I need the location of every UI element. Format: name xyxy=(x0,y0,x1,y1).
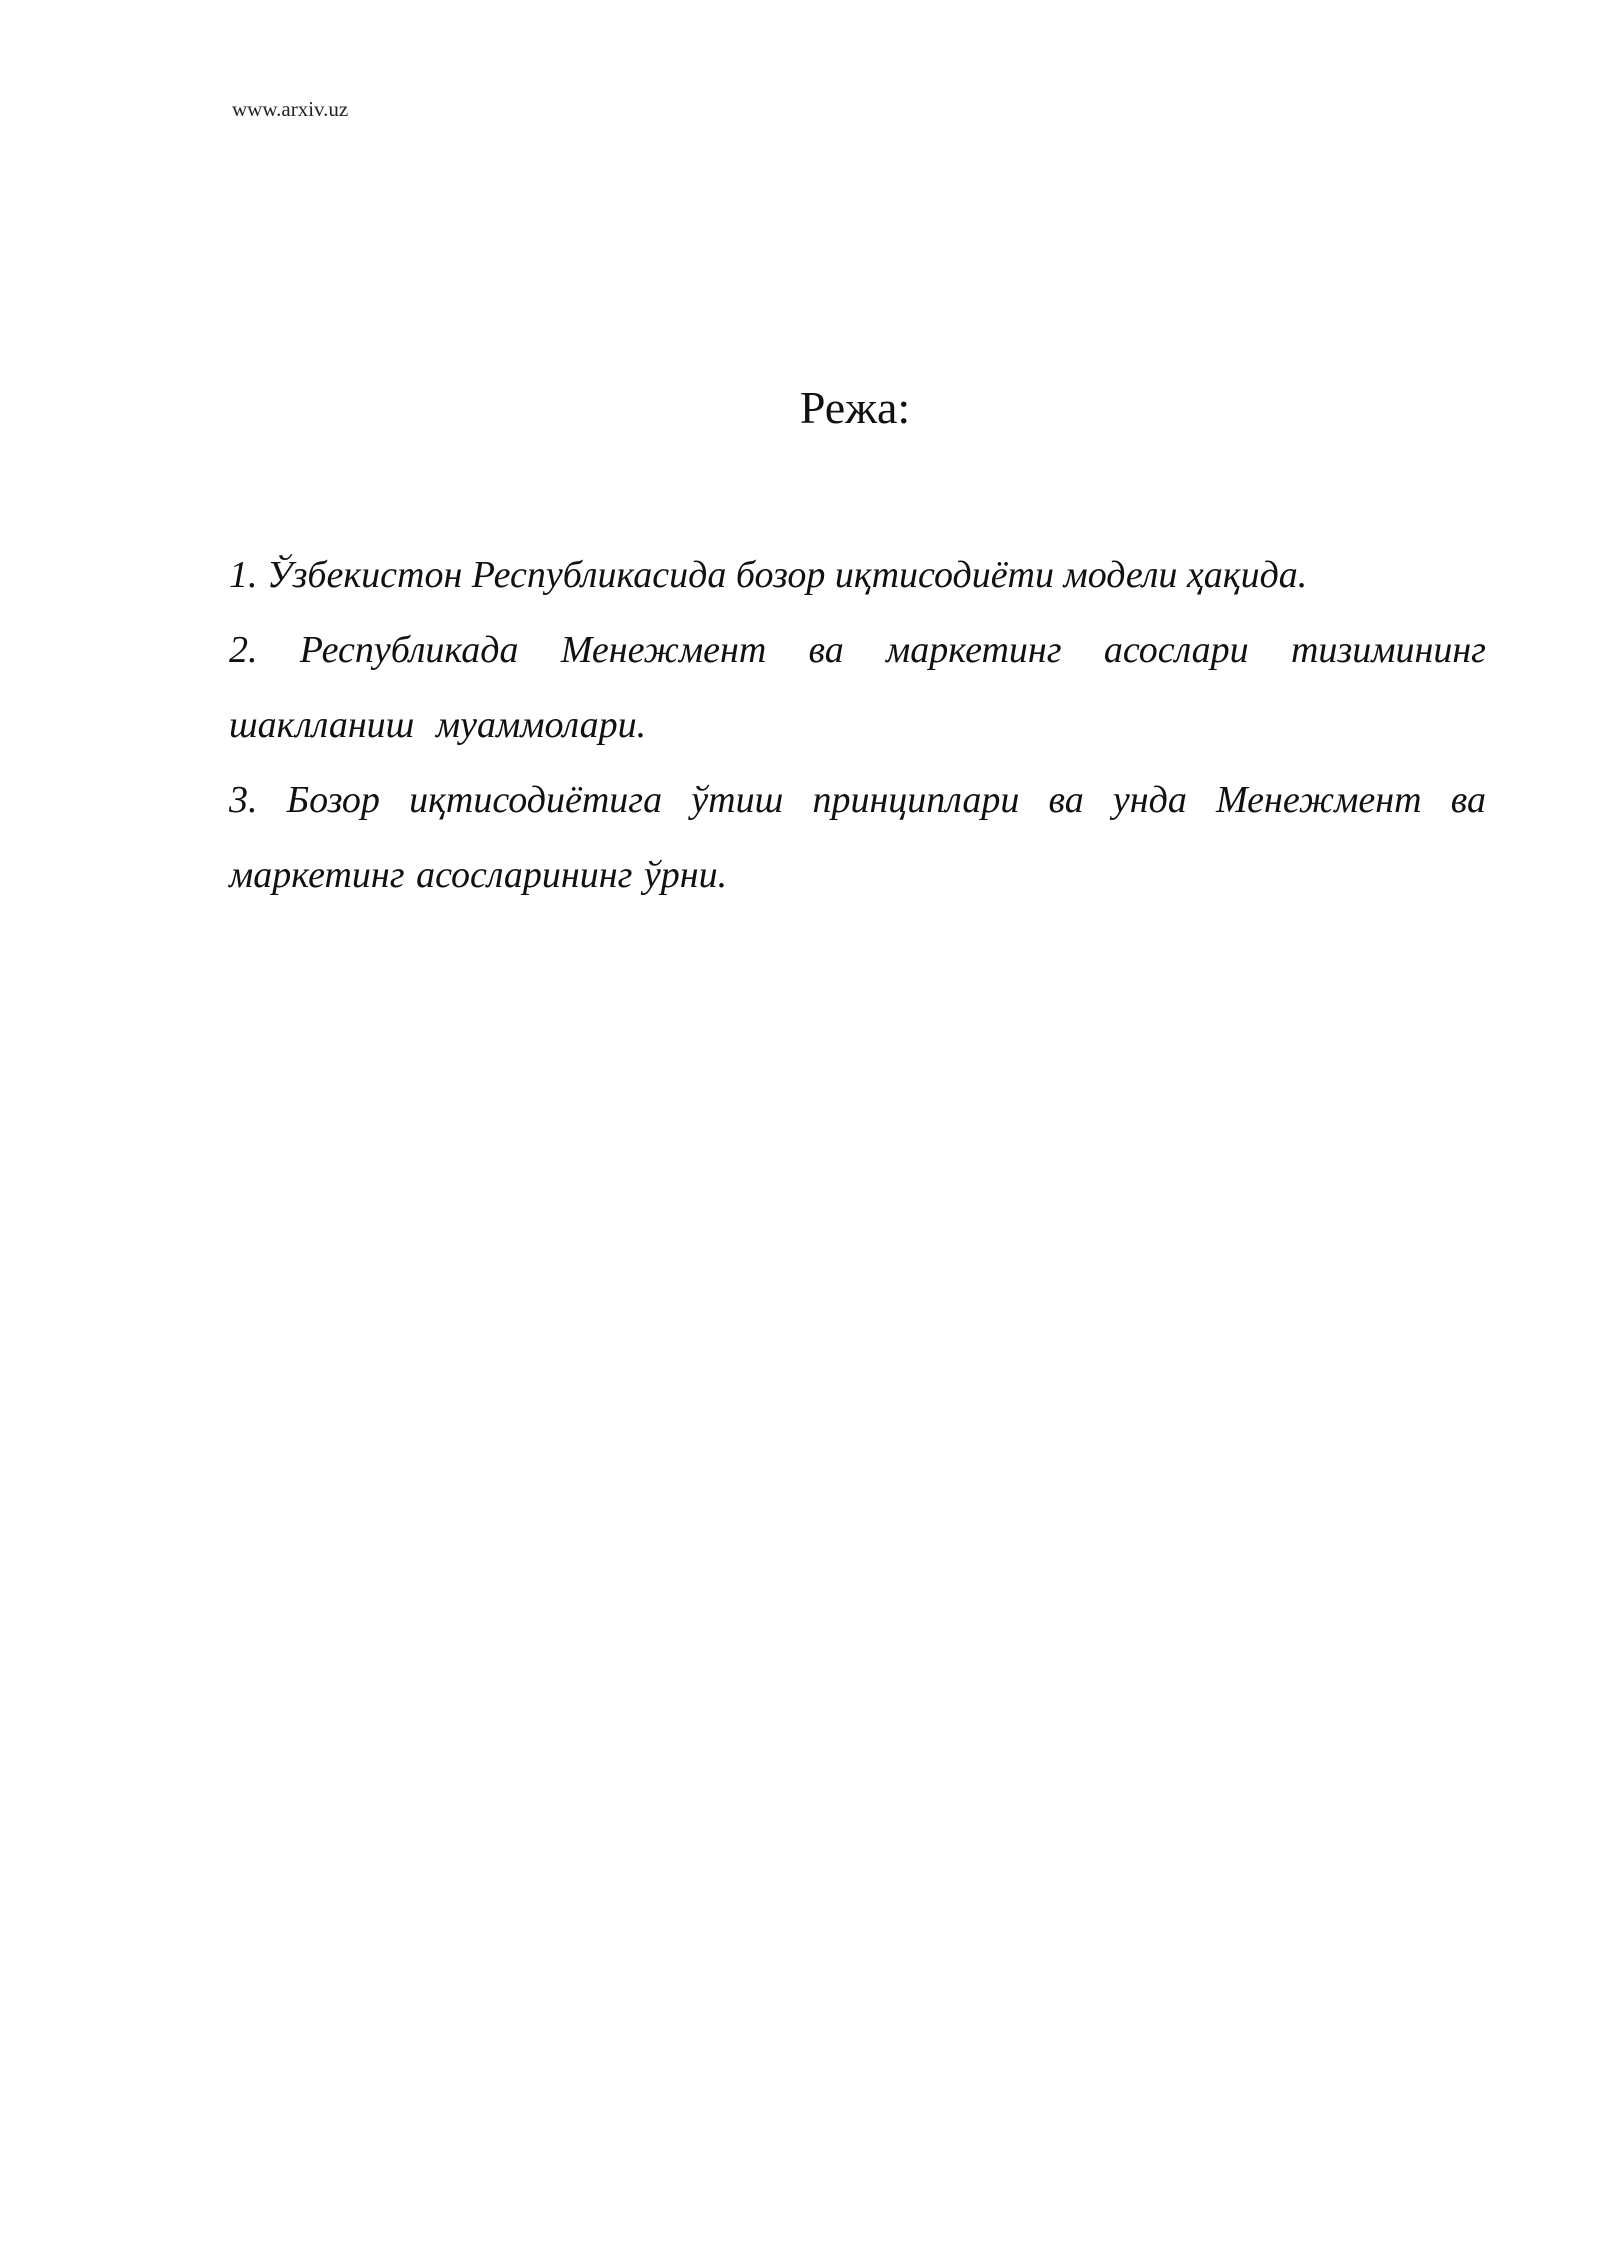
plan-item-1: 1. Ўзбекистон Республикасида бозор иқтисодиёти модели ҳақида. xyxy=(229,554,1308,596)
plan-list xyxy=(229,538,1486,913)
plan-item-2: 2. Республикада Менежмент ва маркетинг асослари тизимининг шаклланиш муаммолари. xyxy=(229,629,1486,746)
header-url: www.arxiv.uz xyxy=(232,97,349,121)
plan-item-3: 3. Бозор иқтисодиётига ўтиш принциплари ва унда Менежмент ва маркетинг асосларининг ўрни. xyxy=(229,779,1486,896)
page-title: Режа: xyxy=(799,382,911,433)
